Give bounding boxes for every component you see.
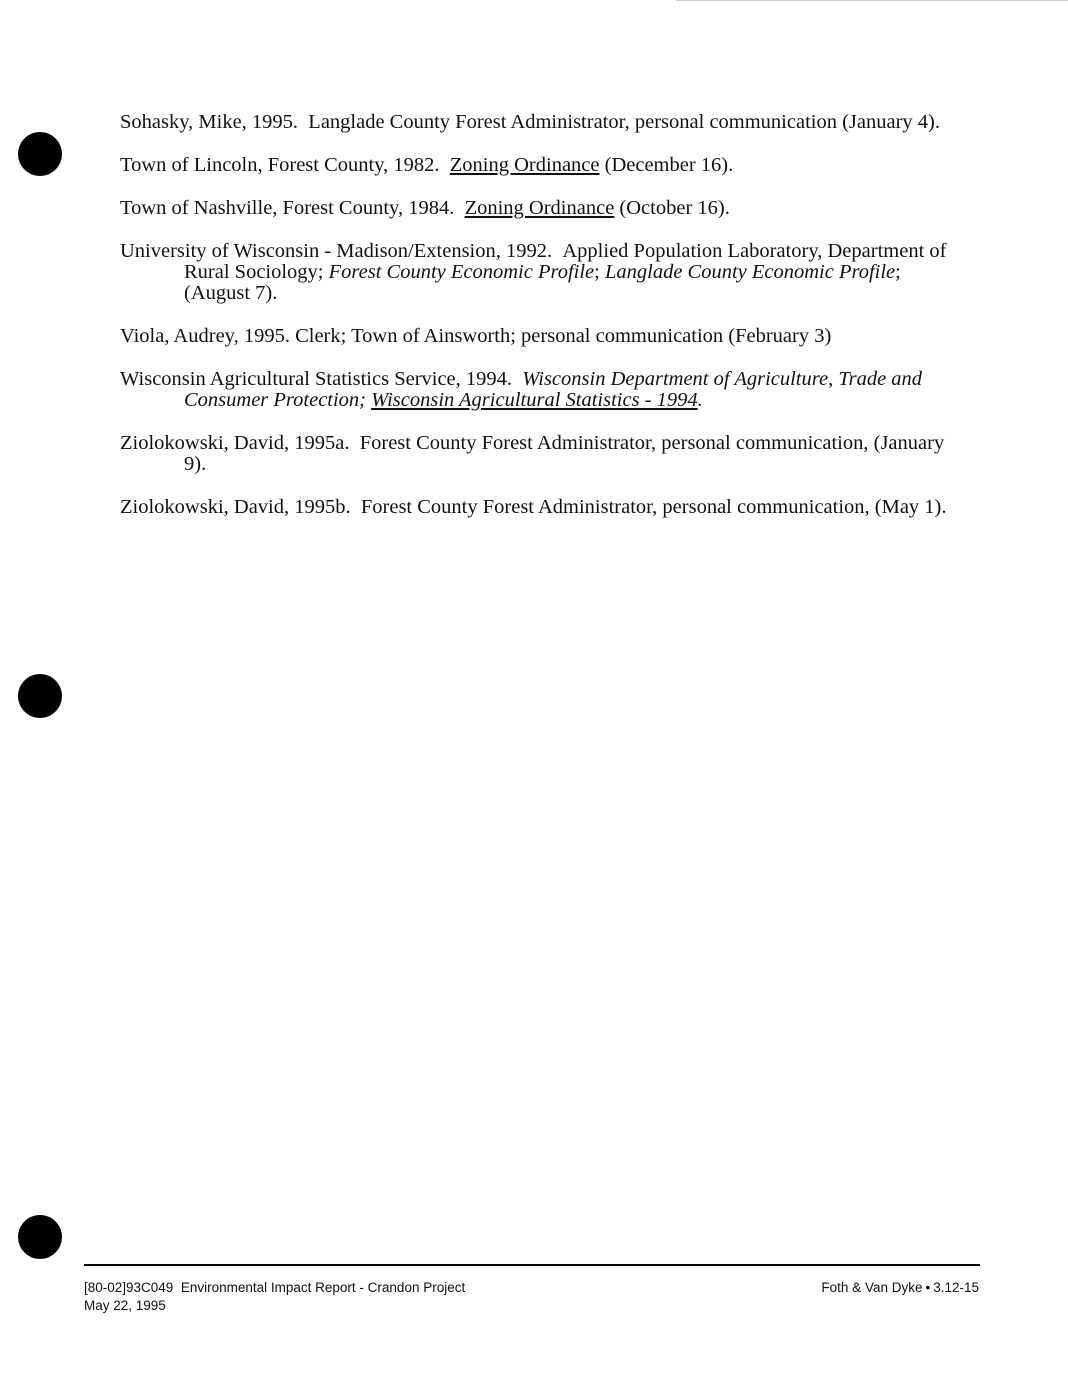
- page-number: 3.12-15: [933, 1280, 979, 1295]
- reference-entry: [120, 112, 970, 133]
- reference-citation: Ziolokowski, David, 1995b.: [120, 496, 351, 518]
- reference-citation: Town of Nashville, Forest County, 1984.: [120, 197, 455, 219]
- reference-title: Zoning Ordinance: [449, 154, 600, 176]
- reference-title: Langlade County Economic Profile: [604, 261, 896, 283]
- reference-detail: Applied Population Laboratory, Department of Rural Sociology;: [184, 240, 947, 283]
- reference-entry: [120, 198, 970, 219]
- reference-entry: University of Wisconsin - Madison/Extension, 1992. Applied Population Laboratory, Department of Rural Sociology; Forest County Economic Profile; Langlade County Economic Profile; (August 7).: [120, 240, 947, 304]
- reference-detail: Langlade County Forest Administrator, personal communication (January 4).: [308, 111, 940, 133]
- reference-title: Forest County Economic Profile: [328, 261, 595, 283]
- reference-title: Wisconsin Agricultural Statistics - 1994: [371, 389, 698, 411]
- footer-left: [84, 1279, 465, 1315]
- binder-punch-hole: [18, 674, 62, 718]
- reference-citation: Sohasky, Mike, 1995.: [120, 111, 299, 133]
- reference-citation: Wisconsin Agricultural Statistics Service, 1994.: [120, 368, 513, 390]
- reference-date: (August 7).: [184, 282, 278, 304]
- footer-right: [821, 1279, 979, 1297]
- reference-citation: University of Wisconsin - Madison/Extension, 1992.: [120, 240, 553, 262]
- footer-company: Foth & Van Dyke: [821, 1280, 923, 1295]
- binder-punch-hole: [18, 132, 62, 176]
- reference-detail: (October 16).: [619, 197, 730, 219]
- reference-entry: [120, 497, 970, 518]
- reference-entry: Wisconsin Agricultural Statistics Service, 1994. Wisconsin Department of Agriculture, Trade and Consumer Protection; Wisconsin Agricultural Statistics - 1994.: [120, 368, 923, 411]
- reference-entry: [120, 326, 970, 347]
- reference-detail: Clerk; Town of Ainsworth; personal communication (February 3): [295, 325, 832, 347]
- reference-list: [120, 112, 970, 540]
- reference-citation: Town of Lincoln, Forest County, 1982.: [120, 154, 440, 176]
- footer-divider: [84, 1264, 980, 1266]
- reference-detail: (December 16).: [604, 154, 734, 176]
- reference-entry: [120, 155, 970, 176]
- reference-citation: Ziolokowski, David, 1995a.: [120, 432, 350, 454]
- footer-doc-id: [80-02]93C049: [84, 1280, 174, 1295]
- reference-entry: [120, 433, 970, 475]
- reference-detail: Forest County Forest Administrator, personal communication, (January 9).: [184, 432, 945, 475]
- footer-bullet: •: [925, 1280, 931, 1295]
- footer-report-title: Environmental Impact Report - Crandon Project: [180, 1280, 466, 1295]
- binder-punch-hole: [18, 1215, 62, 1259]
- reference-citation: Viola, Audrey, 1995.: [120, 325, 290, 347]
- reference-detail: Forest County Forest Administrator, personal communication, (May 1).: [360, 496, 947, 518]
- footer-date: May 22, 1995: [84, 1298, 166, 1313]
- reference-detail: Wisconsin Department of Agriculture, Trade and Consumer Protection;: [184, 368, 923, 411]
- reference-title: Zoning Ordinance: [464, 197, 615, 219]
- top-edge-line: [676, 0, 1068, 1]
